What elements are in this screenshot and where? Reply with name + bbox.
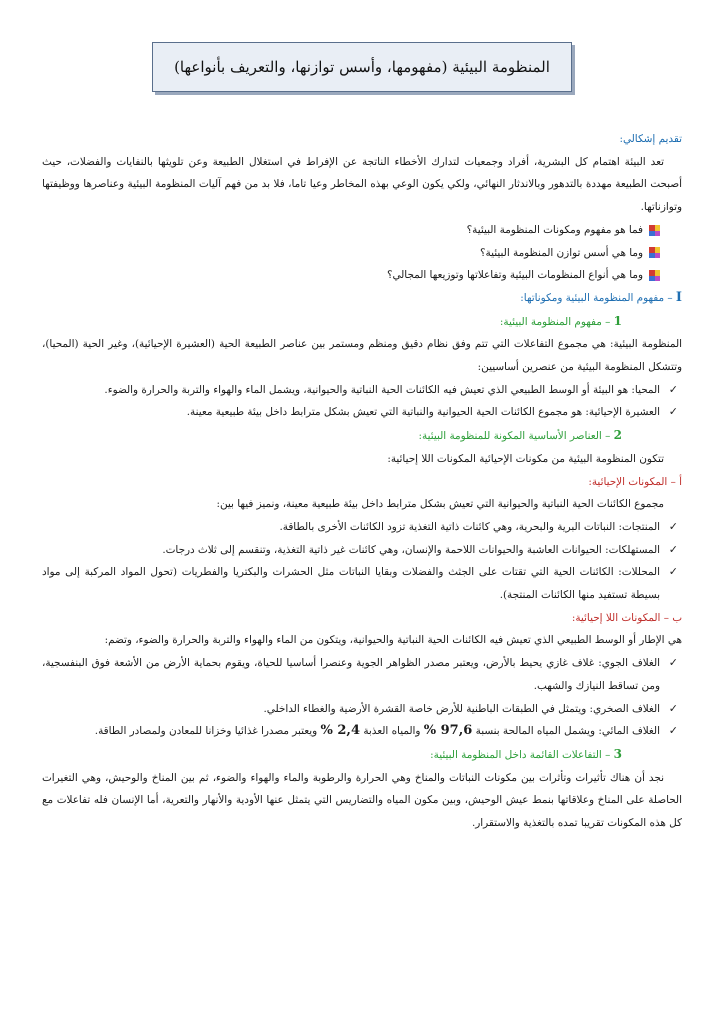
title-box [152,42,572,92]
question-item [42,242,682,265]
subsection-2-number: 2 [613,428,622,443]
list-item-text: العشيرة الإحيائية: هو مجموع الكائنات الحية الحيوانية والنباتية التي تعيش بشكل مترابط داخل بيئة طبيعية معينة. [186,406,660,419]
intro-paragraph: تعد البيئة اهتمام كل البشرية، أفراد وجمعيات لتدارك الأخطاء الناتجة عن الإفراط في استغلال الطبيعة وعن تلويثها بالنفايات والفضلات، حيث أصبحت الطبيعة مهددة بالتدهور وبالاندثار النهائي، ولكي يكون الوعي بهذه المخاطر وعيا تاما، فلا بد من فهم آليات المنظومة البيئية وعناصرها ووظيفتها وتوازناتها. [42,155,682,214]
intro-heading: تقديم إشكالي: [619,133,682,145]
check-mark-icon: ✓ [668,701,678,715]
document-title: المنظومة البيئية (مفهومها، وأسس توازنها، والتعريف بأنواعها) [174,58,550,76]
section-1-title: – مفهوم المنظومة البيئية ومكوناتها: [520,291,673,304]
subsection-3-title: – التفاعلات القائمة داخل المنظومة البيئية: [430,748,611,761]
hydrosphere-text-before: الغلاف المائي: ويشمل المياه المالحة بنسبة [475,725,660,738]
part-a-intro: مجموع الكائنات الحية النباتية والحيوانية التي تعيش بشكل مترابط داخل بيئة طبيعية معينة، ونميز فيها بين: [216,498,664,511]
section-1-number: I [675,289,682,305]
list-item [42,401,682,424]
components-intro: تتكون المنظومة البيئية من مكونات الإحيائية المكونات اللا إحيائية: [387,452,664,465]
hydrosphere-text-middle: والمياه العذبة [363,725,421,738]
list-item [42,516,682,539]
list-item [42,379,682,402]
check-mark-icon: ✓ [668,724,678,738]
check-mark-icon: ✓ [668,542,678,556]
subsection-3-heading [42,743,682,767]
part-b-heading: ب – المكونات اللا إحيائية: [571,611,682,624]
question-text: وما هي أسس توازن المنظومة البيئية؟ [480,246,643,259]
subsection-2-title: – العناصر الأساسية المكونة للمنظومة البيئية: [418,430,611,443]
subsection-1-number: 1 [613,313,622,328]
check-mark-icon: ✓ [668,519,678,533]
list-item [42,561,682,606]
list-item-text: المستهلكات: الحيوانات العاشبة والحيوانات اللاحمة والإنسان، وهي كائنات غير ذاتية التغذية، وتنقسم إلى ثلاث درجات. [162,543,660,556]
check-mark-icon: ✓ [668,565,678,579]
list-item [42,539,682,562]
question-item [42,264,682,287]
list-item-text: المحللات: الكائنات الحية التي تقتات على الجثث والفضلات وبقايا النباتات مثل الحشرات والبكتريا والفطريات (تحول المواد المركبة إلى مواد بسيطة تستفيد منها الكائنات المنتجة). [42,566,660,602]
part-b-intro: هي الإطار أو الوسط الطبيعي الذي تعيش فيه الكائنات الحية النباتية والحيوانية، ويتكون من الماء والهواء والتربة والحرارة والضوء، وتضم: [104,634,682,647]
question-text: فما هو مفهوم ومكونات المنظومة البيئية؟ [466,223,643,236]
question-text: وما هي أنواع المنظومات البيئية وتفاعلاتها وتوزيعها المجالي؟ [386,269,643,282]
check-mark-icon: ✓ [668,382,678,396]
list-item [42,698,682,721]
list-item-hydrosphere [42,720,682,743]
document-body [42,128,682,835]
interactions-paragraph: نجد أن هناك تأثيرات وتأثرات بين مكونات النباتات والمناخ وهي الحرارة والرطوبة والماء والهواء والضوء، ثم بين المناخ والوحيش، وهي التغيرات الحاصلة على المناخ وعلاقاتها بنمط عيش الوحيش، وبين مكون المياه والتضاريس التي يتمثل عنها الأودية والأنهار والتعرية، أما الإنسان فله تفاعلات مع كل هذه المكونات تقريبا تمده بالتغذية والاستقرار. [42,771,682,830]
check-mark-icon: ✓ [668,405,678,419]
section-1-heading [42,287,682,310]
subsection-1-title: – مفهوم المنظومة البيئية: [499,315,611,328]
subsection-1-heading [42,310,682,334]
list-item-text: الغلاف الجوي: غلاف غازي يحيط بالأرض، ويعتبر مصدر الظواهر الجوية وعنصرا أساسيا للحياة، ويقوم بحماية الأرض من الأشعة فوق البنفسجية، ومن تساقط النيازك والشهب. [42,657,660,692]
fresh-water-percent: 2,4 % [320,723,361,739]
list-item-text: المحيا: هو البيئة أو الوسط الطبيعي الذي تعيش فيه الكائنات الحية النباتية والحيوانية، ويشمل الماء والهواء والتربة والحرارة والضوء. [104,383,660,396]
windows-flag-icon [649,270,660,281]
question-item [42,219,682,242]
list-item-text: المنتجات: النباتات البرية والبحرية، وهي كائنات ذاتية التغذية تزود الكائنات الأخرى بالطاقة. [279,520,660,533]
subsection-2-heading [42,424,682,448]
hydrosphere-text-after: ويعتبر مصدرا غذائيا وخزانا للمعادن ولمصادر الطاقة. [94,725,318,738]
list-item-text: الغلاف الصخري: ويتمثل في الطبقات الباطنية للأرض خاصة القشرة الأرضية والغطاء الداخلي. [263,702,660,715]
salt-water-percent: 97,6 % [423,723,473,739]
windows-flag-icon [649,225,660,236]
ecosystem-definition: المنظومة البيئية: هي مجموع التفاعلات التي تتم وفق نظام دقيق ومنظم ومستمر بين عناصر الطبيعة الحية (العشيرة الإحيائية)، وغير الحية (المحيا)، وتتشكل المنظومة البيئية من عنصرين أساسيين: [42,338,682,374]
part-a-heading: أ – المكونات الإحيائية: [588,475,682,488]
subsection-3-number: 3 [613,746,622,761]
check-mark-icon: ✓ [668,656,678,670]
list-item [42,652,682,697]
windows-flag-icon [649,247,660,258]
